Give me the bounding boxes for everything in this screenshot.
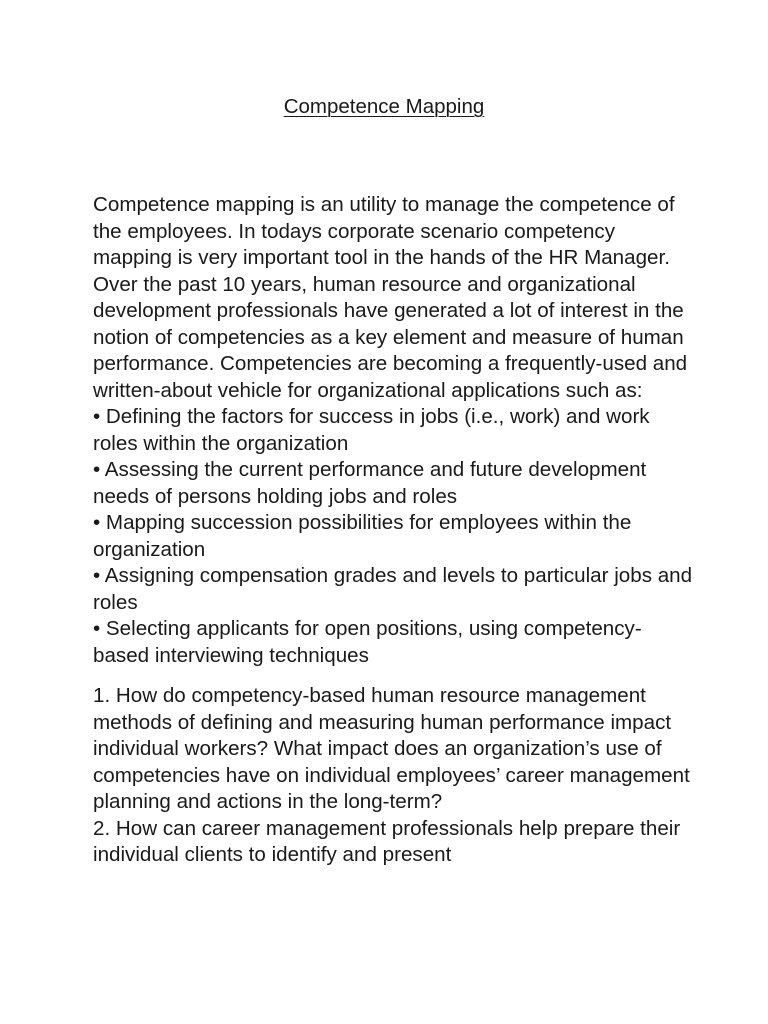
list-item: • Selecting applicants for open positions, using competency-based interviewing techniques (93, 617, 642, 667)
list-item: • Mapping succession possibilities for employees within the organization (93, 511, 632, 561)
applications-list (93, 404, 693, 669)
document-body (93, 192, 693, 869)
questions-list (93, 683, 693, 869)
list-item: • Assessing the current performance and future development needs of persons holding jobs and roles (93, 458, 647, 508)
question-item: 2. How can career management professionals help prepare their individual clients to identify and present (93, 816, 681, 866)
document-title: Competence Mapping (283, 95, 485, 118)
question-item: 1. How do competency-based human resource management methods of defining and measuring human performance impact individual workers? What impact does an organization’s use of competencies have on individual employees’ career management planning and actions in the long-term? (93, 684, 690, 813)
intro-paragraph: Competence mapping is an utility to manage the competence of the employees. In todays corporate scenario competency mapping is very important tool in the hands of the HR Manager. Over the past 10 years, human resource and organizational development professionals have generated a lot of interest in the notion of competencies as a key element and measure of human performance. Competencies are becoming a frequently-used and written-about vehicle for organizational applications such as: (93, 193, 688, 402)
list-item: • Defining the factors for success in jobs (i.e., work) and work roles within the organization (93, 405, 650, 455)
list-item: • Assigning compensation grades and levels to particular jobs and roles (93, 564, 693, 614)
